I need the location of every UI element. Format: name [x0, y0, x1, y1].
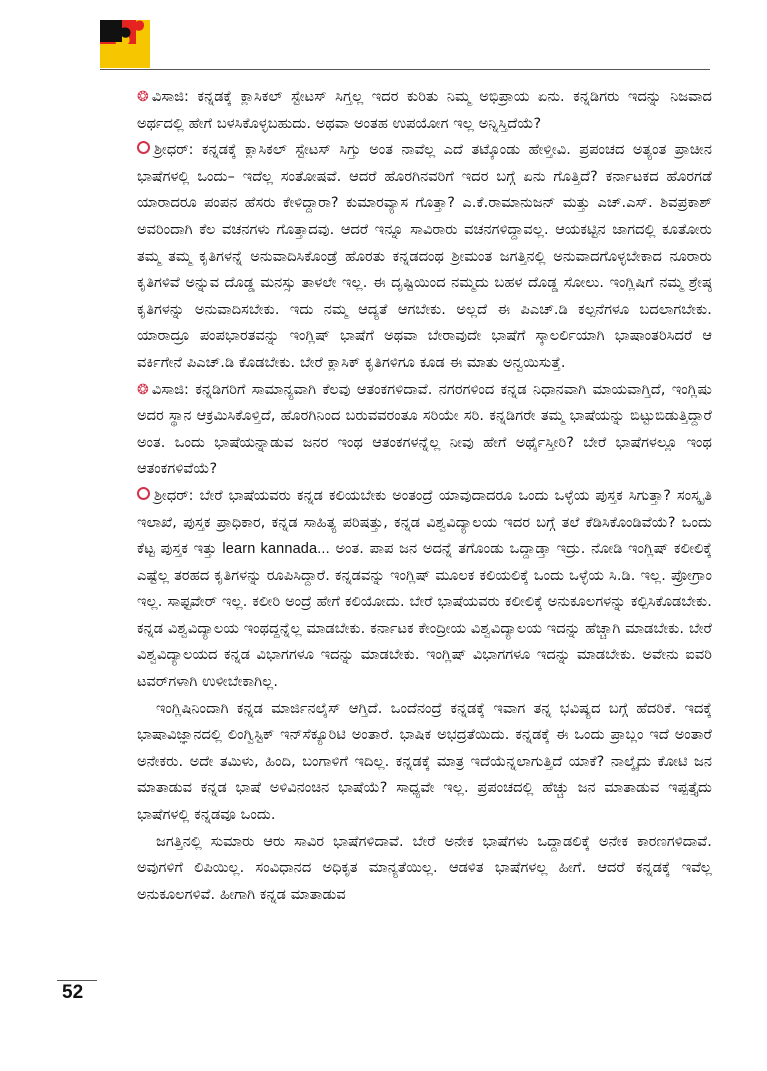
flower-bullet-icon: ❂	[137, 89, 149, 105]
header-rule	[100, 69, 710, 70]
answer-2-text-start: ಶ್ರೀಧರ್: ಬೇರೆ ಭಾಷೆಯವರು ಕನ್ನಡ ಕಲಿಯಬೇಕು ಅಂತಂದ್ರೆ ಯಾವುದಾದರೂ ಒಂದು ಒಳ್ಳೆಯ ಪುಸ್ತಕ ಸಿಗುತ್ತಾ? ಸಂಸ್ಕೃತಿ ಇಲಾಖೆ, ಪುಸ್ತಕ ಪ್ರಾಧಿಕಾರ, ಕನ್ನಡ ಸಾಹಿತ್ಯ ಪರಿಷತ್ತು, ಕನ್ನಡ ವಿಶ್ವವಿದ್ಯಾಲಯ ಇದರ ಬಗ್ಗೆ ತಲೆ ಕೆಡಿಸಿಕೊಂಡಿವೆಯೆ? ಒಂದು ಕೆಟ್ಟ ಪುಸ್ತಕ ಇತ್ತು	[137, 487, 712, 558]
answer-1	[137, 137, 712, 376]
answer-2-english-phrase: learn kannada...	[222, 541, 330, 558]
question-2	[137, 377, 712, 483]
question-2-text: ವಿಸಾಜಿ: ಕನ್ನಡಿಗರಿಗೆ ಸಾಮಾನ್ಯವಾಗಿ ಕೆಲವು ಆತಂಕಗಳಿದಾವೆ. ನಗರಗಳಿಂದ ಕನ್ನಡ ನಿಧಾನವಾಗಿ ಮಾಯವಾಗ್ತಿದೆ, ಇಂಗ್ಲಿಷು ಅದರ ಸ್ಥಾನ ಆಕ್ರಮಿಸಿಕೊಳ್ತಿದೆ, ಹೊರಗಿನಿಂದ ಬರುವವರಂತೂ ಸರಿಯೇ ಸರಿ. ಕನ್ನಡಿಗರೇ ತಮ್ಮ ಭಾಷೆಯನ್ನು ಬಿಟ್ಟುಬಿಡುತ್ತಿದ್ದಾರೆ ಅಂತ. ಒಂದು ಭಾಷೆಯನ್ನಾಡುವ ಜನರ ಇಂಥ ಆತಂಕಗಳನ್ನೆಲ್ಲ ನೀವು ಹೇಗೆ ಅರ್ಥೈಸ್ತೀರಿ? ಬೇರೆ ಭಾಷೆಗಳಲ್ಲೂ ಇಂಥ ಆತಂಕಗಳಿವೆಯೆ?	[137, 381, 712, 478]
answer-1-text: ಶ್ರೀಧರ್: ಕನ್ನಡಕ್ಕೆ ಕ್ಲಾಸಿಕಲ್ ಸ್ಟೇಟಸ್ ಸಿಗ್ತು ಅಂತ ನಾವೆಲ್ಲ ಎದೆ ತಟ್ಕೊಂಡು ಹೇಳ್ತೀವಿ. ಪ್ರಪಂಚದ ಅತ್ಯಂತ ಪ್ರಾಚೀನ ಭಾಷೆಗಳಲ್ಲಿ ಒಂದು– ಇದೆಲ್ಲ ಸಂತೋಷವೆ. ಆದರೆ ಹೊರಗಿನವರಿಗೆ ಇದರ ಬಗ್ಗೆ ಏನು ಗೊತ್ತಿದೆ? ಕರ್ನಾಟಕದ ಹೊರಗಡೆ ಯಾರಾದರೂ ಪಂಪನ ಹೆಸರು ಕೇಳಿದ್ದಾರಾ? ಕುಮಾರವ್ಯಾಸ ಗೊತ್ತಾ? ಎ.ಕೆ.ರಾಮಾನುಜನ್ ಮತ್ತು ಎಚ್.ಎಸ್. ಶಿವಪ್ರಕಾಶ್ ಅವರಿಂದಾಗಿ ಕೆಲ ವಚನಗಳು ಗೊತ್ತಾದವು. ಆದರೆ ಇನ್ನೂ ಸಾವಿರಾರು ವಚನಗಳಿದ್ದಾವಲ್ಲ. ಆಯಕಟ್ಟಿನ ಜಾಗದಲ್ಲಿ ಕೂತೋರು ತಮ್ಮ ತಮ್ಮ ಕೃತಿಗಳನ್ನೆ ಅನುವಾದಿಸಿಕೊಂಡ್ರೆ ಹೊರತು ಕನ್ನಡದಂಥ ಶ್ರೀಮಂತ ಜಗತ್ತಿನಲ್ಲಿ ಅನುವಾದಗೊಳ್ಳಬೇಕಾದ ನೂರಾರು ಕೃತಿಗಳಿವೆ ಅನ್ನುವ ದೊಡ್ಡ ಮನಸ್ಸು ತಾಳಲೇ ಇಲ್ಲ. ಈ ದೃಷ್ಟಿಯಿಂದ ನಮ್ಮದು ಬಹಳ ದೊಡ್ಡ ಸೋಲು. ಇಂಗ್ಲಿಷಿಗೆ ನಮ್ಮ ಶ್ರೇಷ್ಠ ಕೃತಿಗಳನ್ನು ಅನುವಾದಿಸಬೇಕು. ಇದು ನಮ್ಮ ಆದ್ಯತೆ ಆಗಬೇಕು. ಅಲ್ಲದೆ ಈ ಪಿಎಚ್.ಡಿ ಕಲ್ಪನೆಗಳೂ ಬದಲಾಗಬೇಕು. ಯಾರಾದ್ರೂ ಪಂಪಭಾರತವನ್ನು ಇಂಗ್ಲಿಷ್ ಭಾಷೆಗೆ ಅಥವಾ ಬೇರಾವುದೇ ಭಾಷೆಗೆ ಸ್ಕಾಲರ್ಲಿಯಾಗಿ ಭಾಷಾಂತರಿಸಿದರೆ ಆ ವರ್ಕಿಗೇನೆ ಪಿಎಚ್.ಡಿ ಕೊಡಬೇಕು. ಬೇರೆ ಕ್ಲಾಸಿಕ್ ಕೃತಿಗಳಿಗೂ ಕೂಡ ಈ ಮಾತು ಅನ್ವಯಿಸುತ್ತೆ.	[137, 142, 712, 371]
page-number: 52	[62, 982, 84, 1003]
answer-2-text-end: ಅಂತ. ಪಾಪ ಜನ ಅದನ್ನೆ ತಗೊಂಡು ಒದ್ದಾಡ್ತಾ ಇದ್ರು. ನೋಡಿ ಇಂಗ್ಲಿಷ್ ಕಲೀಲಿಕ್ಕೆ ಎಷ್ಟೆಲ್ಲ ತರಹದ ಕೃತಿಗಳನ್ನು ರೂಪಿಸಿದ್ದಾರೆ. ಕನ್ನಡವನ್ನು ಇಂಗ್ಲಿಷ್ ಮೂಲಕ ಕಲಿಯಲಿಕ್ಕೆ ಒಂದು ಒಳ್ಳೆಯ ಸಿ.ಡಿ. ಇಲ್ಲ. ಪ್ರೋಗ್ರಾಂ ಇಲ್ಲ. ಸಾಫ್ಟವೇರ್ ಇಲ್ಲ. ಕಲೀರಿ ಅಂದ್ರೆ ಹೇಗೆ ಕಲಿಯೋದು. ಬೇರೆ ಭಾಷೆಯವರು ಕಲೀಲಿಕ್ಕೆ ಅನುಕೂಲಗಳನ್ನು ಕಲ್ಪಿಸಿಕೊಡಬೇಕು. ಕನ್ನಡ ವಿಶ್ವವಿದ್ಯಾಲಯ ಇಂಥದ್ದನ್ನೆಲ್ಲ ಮಾಡಬೇಕು. ಕರ್ನಾಟಕ ಕೇಂದ್ರೀಯ ವಿಶ್ವವಿದ್ಯಾಲಯ ಇದನ್ನು ಹೆಚ್ಚಾಗಿ ಮಾಡಬೇಕು. ಬೇರೆ ವಿಶ್ವವಿದ್ಯಾಲಯದ ಕನ್ನಡ ವಿಭಾಗಗಳೂ ಇದನ್ನು ಮಾಡಬೇಕು. ಇಂಗ್ಲಿಷ್ ವಿಭಾಗಗಳೂ ಇದನ್ನು ಮಾಡಬೇಕು. ಅವೇನು ಐವರಿ ಟವರ್‌ಗಳಾಗಿ ಉಳೀಬೇಕಾಗಿಲ್ಲ.	[137, 541, 713, 691]
ring-bullet-icon	[137, 487, 150, 500]
flower-bullet-icon: ❂	[137, 381, 149, 398]
question-1	[137, 84, 712, 137]
footer-rule	[57, 980, 97, 981]
answer-2	[137, 483, 712, 696]
paragraph-1: ಇಂಗ್ಲಿಷಿನಿಂದಾಗಿ ಕನ್ನಡ ಮಾರ್ಜಿನಲೈಸ್ ಆಗ್ತಿದೆ. ಒಂದೆನಂದ್ರೆ ಕನ್ನಡಕ್ಕೆ ಇವಾಗ ತನ್ನ ಭವಿಷ್ಯದ ಬಗ್ಗೆ ಹೆದರಿಕೆ. ಇದಕ್ಕೆ ಭಾಷಾವಿಜ್ಞಾನದಲ್ಲಿ ಲಿಂಗ್ವಿಸ್ಟಿಕ್ ಇನ್‌ಸೆಕ್ಯೂರಿಟಿ ಅಂತಾರೆ. ಭಾಷಿಕ ಅಭದ್ರತೆಯಿದು. ಕನ್ನಡಕ್ಕೆ ಈ ಒಂದು ಪ್ರಾಬ್ಲಂ ಇದೆ ಅಂತಾರೆ ಅನೇಕರು. ಅದೇ ತಮಿಳು, ಹಿಂದಿ, ಬಂಗಾಳಿಗೆ ಇದಿಲ್ಲ. ಕನ್ನಡಕ್ಕೆ ಮಾತ್ರ ಇದೆಯೆನ್ನಲಾಗುತ್ತಿದೆ ಯಾಕೆ? ನಾಲ್ಕೈದು ಕೋಟಿ ಜನ ಮಾತಾಡುವ ಕನ್ನಡ ಭಾಷೆ ಅಳಿವಿನಂಚಿನ ಭಾಷೆಯೆ? ಸಾಧ್ಯವೇ ಇಲ್ಲ. ಪ್ರಪಂಚದಲ್ಲಿ ಹೆಚ್ಚು ಜನ ಮಾತಾಡುವ ಇಪ್ಪತ್ತೈದು ಭಾಷೆಗಳಲ್ಲಿ ಕನ್ನಡವೂ ಒಂದು.	[137, 700, 712, 824]
ring-bullet-icon	[137, 141, 150, 154]
article-body	[137, 84, 712, 908]
paragraph-2: ಜಗತ್ತಿನಲ್ಲಿ ಸುಮಾರು ಆರು ಸಾವಿರ ಭಾಷೆಗಳಿದಾವೆ. ಬೇರೆ ಅನೇಕ ಭಾಷೆಗಳು ಒದ್ದಾಡಲಿಕ್ಕೆ ಅನೇಕ ಕಾರಣಗಳಿದಾವೆ. ಅವುಗಳಿಗೆ ಲಿಪಿಯಿಲ್ಲ. ಸಂವಿಧಾನದ ಅಧಿಕೃತ ಮಾನ್ಯತೆಯಿಲ್ಲ. ಆಡಳಿತ ಭಾಷೆಗಳಲ್ಲ ಹೀಗೆ. ಆದರೆ ಕನ್ನಡಕ್ಕೆ ಇವೆಲ್ಲ ಅನುಕೂಲಗಳಿವೆ. ಹೀಗಾಗಿ ಕನ್ನಡ ಮಾತಾಡುವ	[137, 833, 712, 903]
puzzle-logo-icon	[100, 20, 150, 68]
question-1-text: ವಿಸಾಜಿ: ಕನ್ನಡಕ್ಕೆ ಕ್ಲಾಸಿಕಲ್ ಸ್ಟೇಟಸ್ ಸಿಗ್ತಲ್ಲ ಇದರ ಕುರಿತು ನಿಮ್ಮ ಅಭಿಪ್ರಾಯ ಏನು. ಕನ್ನಡಿಗರು ಇದನ್ನು ನಿಜವಾದ ಅರ್ಥದಲ್ಲಿ ಹೇಗೆ ಬಳಸಿಕೊಳ್ಳಬಹುದು. ಅಥವಾ ಅಂತಹ ಉಪಯೋಗ ಇಲ್ಲ ಅನ್ನಿಸ್ತಿದೆಯೆ?	[137, 89, 712, 132]
